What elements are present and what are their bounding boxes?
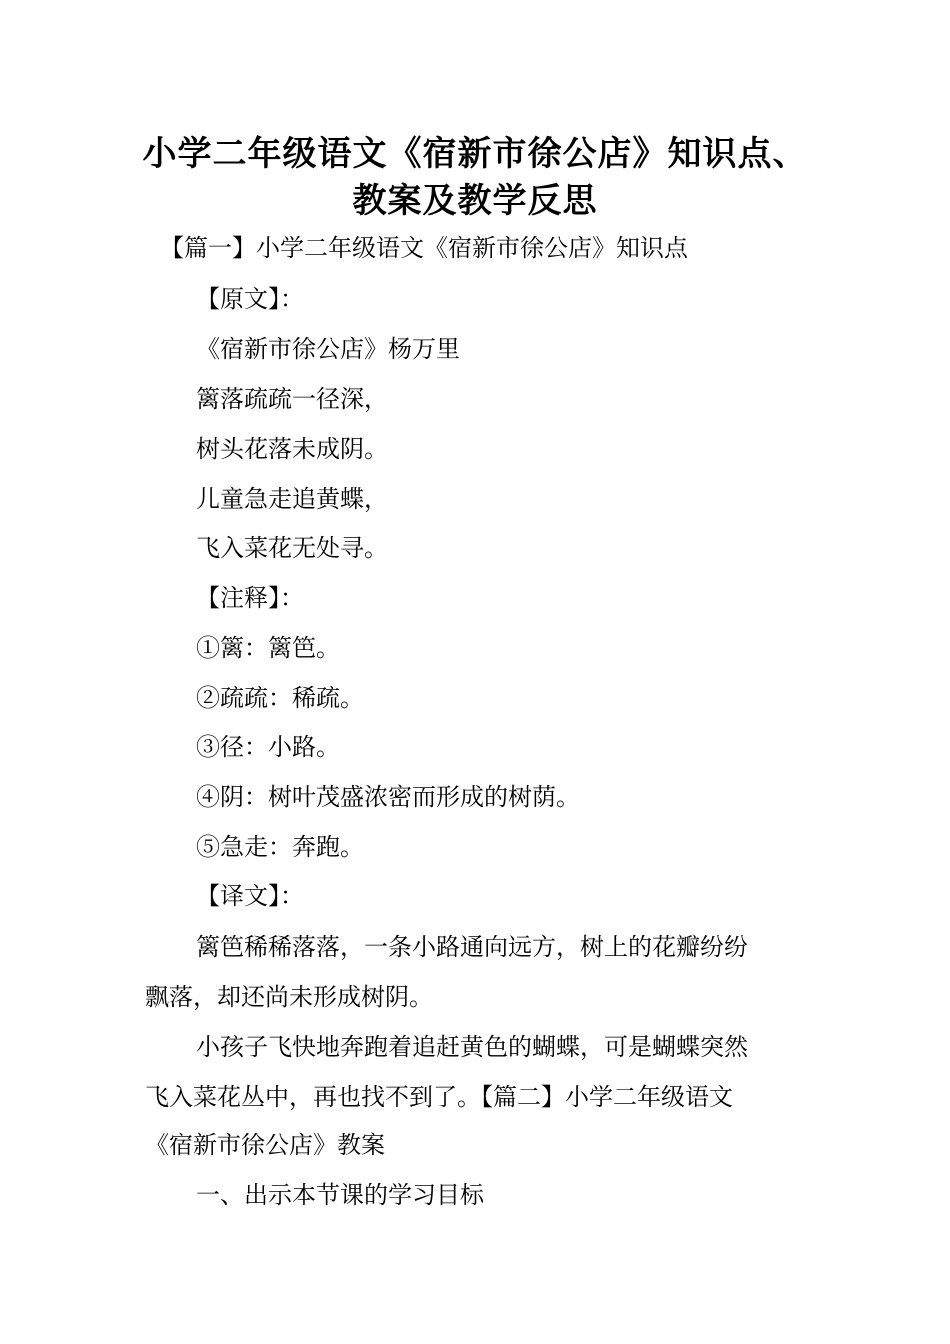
note-item: ④阴：树叶茂盛浓密而形成的树荫。 <box>196 783 580 811</box>
translation-paragraph-line: 小孩子飞快地奔跑着追赶黄色的蝴蝶，可是蝴蝶突然 <box>196 1033 748 1061</box>
yiwen-label: 【译文】： <box>196 882 304 910</box>
note-item: ②疏疏：稀疏。 <box>196 684 364 712</box>
translation-paragraph-line: 《宿新市徐公店》教案 <box>145 1131 385 1159</box>
document-title-line2: 教案及教学反思 <box>352 181 598 221</box>
section1-heading: 【篇一】小学二年级语文《宿新市徐公店》知识点 <box>160 234 688 262</box>
note-item: ①篱：篱笆。 <box>196 634 340 662</box>
document-title-line1: 小学二年级语文《宿新市徐公店》知识点、 <box>142 134 808 174</box>
section2-item: 一、出示本节课的学习目标 <box>196 1181 484 1209</box>
note-item: ③径：小路。 <box>196 733 340 761</box>
zhushi-label: 【注释】： <box>196 584 304 612</box>
translation-paragraph-line: 篱笆稀稀落落，一条小路通向远方，树上的花瓣纷纷 <box>196 933 748 961</box>
poem-line: 飞入菜花无处寻。 <box>196 534 388 562</box>
translation-paragraph-line: 飞入菜花丛中，再也找不到了。【篇二】小学二年级语文 <box>145 1083 733 1111</box>
poem-line: 树头花落未成阴。 <box>196 435 388 463</box>
poem-line: 儿童急走追黄蝶， <box>196 485 388 513</box>
poem-line: 篱落疏疏一径深， <box>196 385 388 413</box>
yuanwen-label: 【原文】： <box>196 285 304 313</box>
poem-title: 《宿新市徐公店》杨万里 <box>196 335 460 363</box>
note-item: ⑤急走：奔跑。 <box>196 833 364 861</box>
translation-paragraph-line: 飘落，却还尚未形成树阴。 <box>145 983 433 1011</box>
